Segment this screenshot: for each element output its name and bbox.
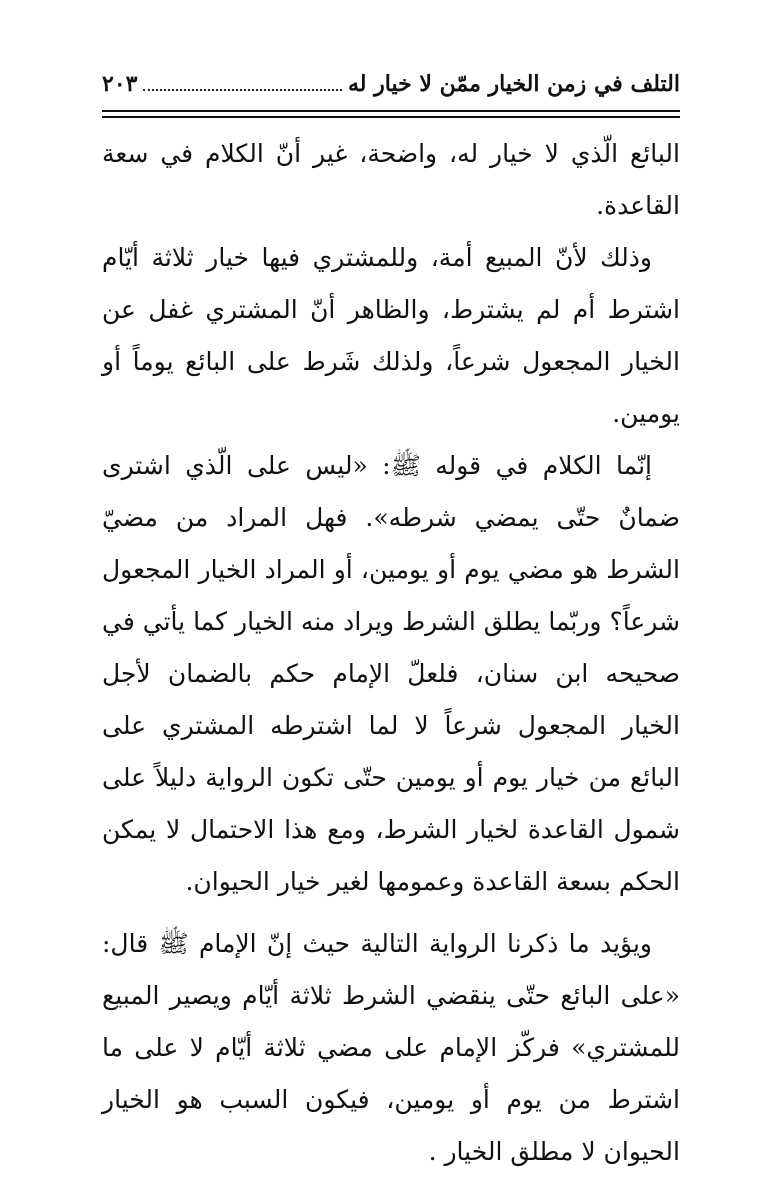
paragraph-3: إنّما الكلام في قوله ﷺ: «ليس على الّذي اشترى ضمانٌ حتّى يمضي شرطه». فهل المراد من مضيّ الشرط هو مضي يوم أو يومين، أو المراد الخيار المجعول شرعاً؟ وربّما يطلق الشرط ويراد منه الخيار كما يأتي في صحيحه ابن سنان، فلعلّ الإمام حكم بالضمان لأجل الخيار المجعول شرعاً لا لما اشترطه المشتري على البائع من خيار يوم أو يومين حتّى تكون الرواية دليلاً على شمول القاعدة لخيار الشرط، ومع هذا الاحتمال لا يمكن الحكم بسعة القاعدة وعمومها لغير خيار الحيوان.: [102, 451, 680, 896]
page-header: [102, 64, 680, 104]
paragraph-4: ويؤيد ما ذكرنا الرواية التالية حيث إنّ الإمام ﷺ قال: «على البائع حتّى ينقضي الشرط ثلاثة أيّام ويصير المبيع للمشتري» فركّز الإمام على مضي ثلاثة أيّام لا على ما اشترط من يوم أو يومين، فيكون السبب هو الخيار الحيوان لا مطلق الخيار .: [102, 929, 680, 1166]
paragraph-2: وذلك لأنّ المبيع أمة، وللمشتري فيها خيار ثلاثة أيّام اشترط أم لم يشترط، والظاهر أنّ المشتري غفل عن الخيار المجعول شرعاً، ولذلك شَرط على البائع يوماً أو يومين.: [102, 243, 680, 428]
header-rule-bottom: [102, 116, 680, 118]
leader-dots: [143, 89, 342, 91]
header-rule-top: [102, 110, 680, 112]
running-title: التلف في زمن الخيار ممّن لا خيار له: [348, 71, 680, 97]
paragraph-1: البائع الّذي لا خيار له، واضحة، غير أنّ الكلام في سعة القاعدة.: [102, 139, 680, 220]
body-text: [102, 128, 680, 1178]
page-number: ٢٠٣: [102, 71, 138, 97]
